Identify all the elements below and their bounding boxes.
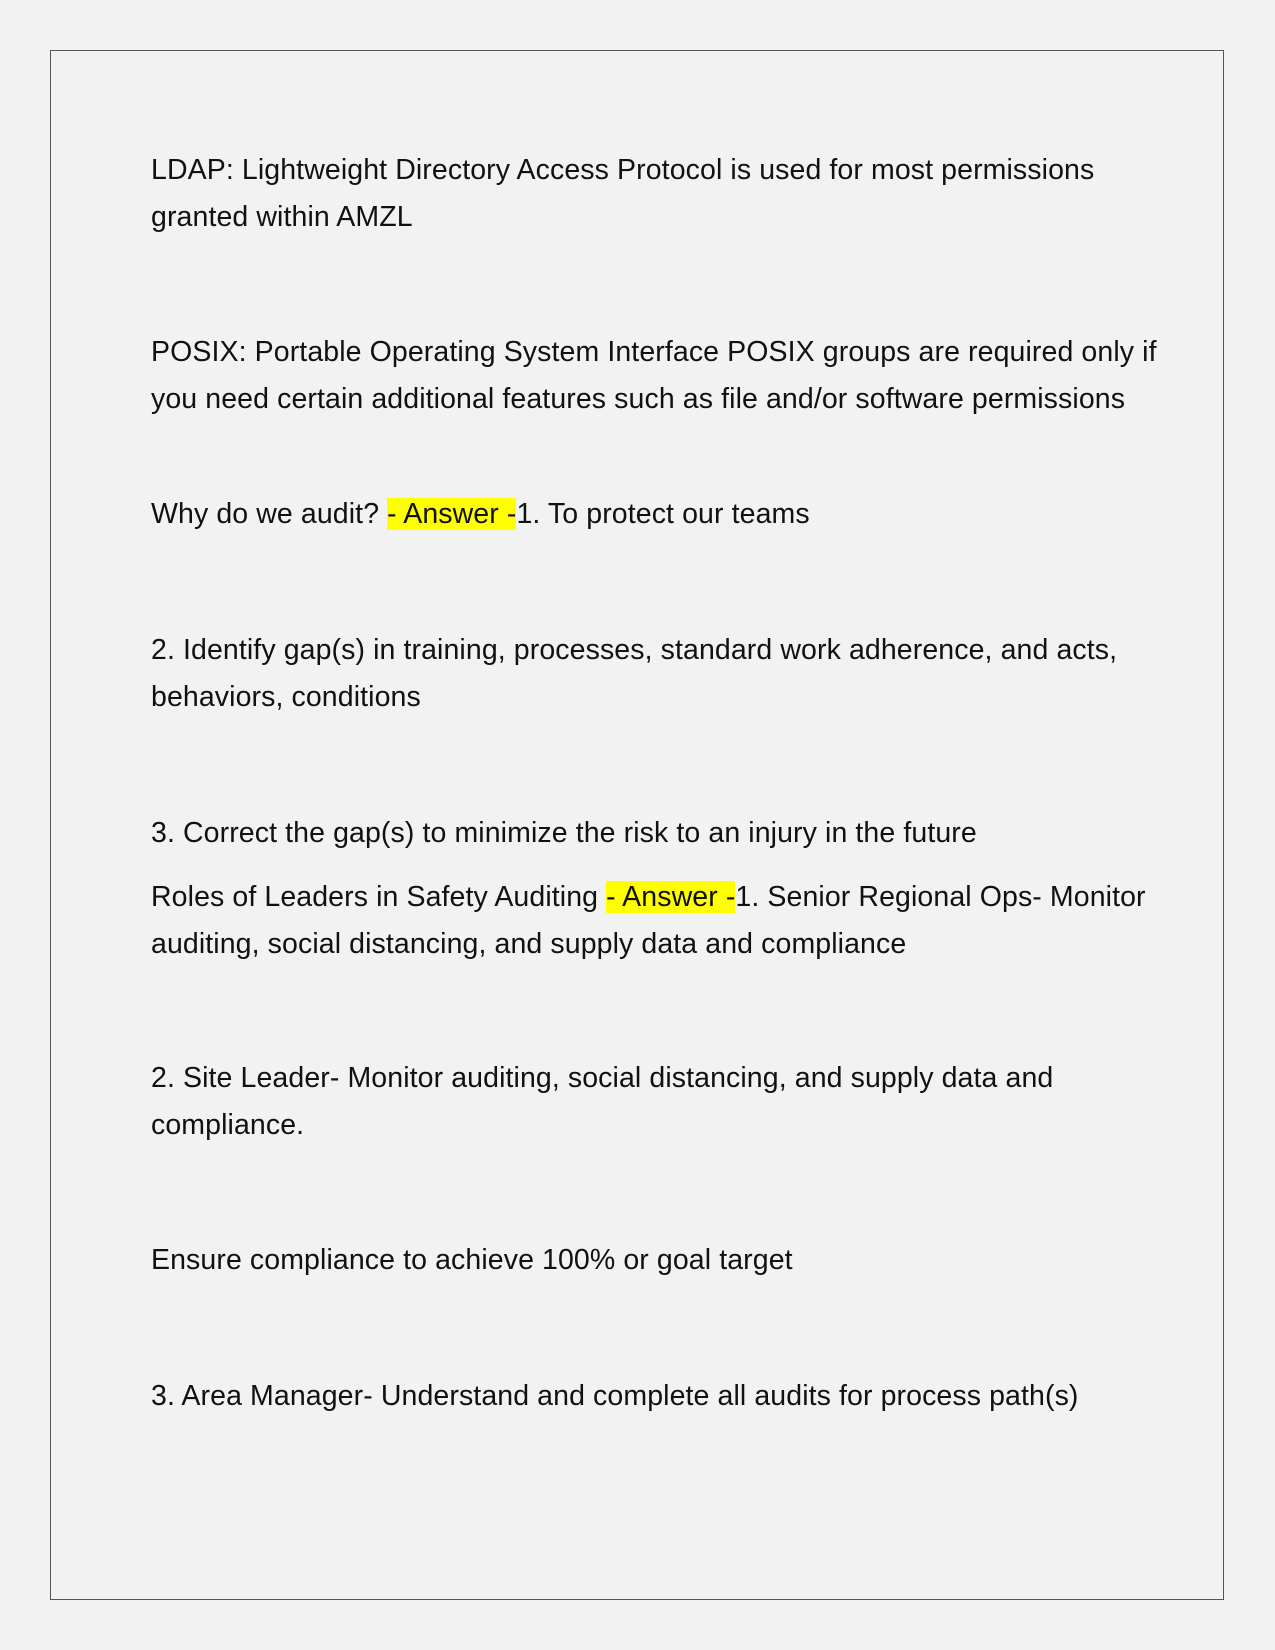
qa-roles-of-leaders [151,874,1161,968]
paragraph-identify-gaps: 2. Identify gap(s) in training, processes, standard work adherence, and acts, behaviors, conditions [151,634,1118,713]
answer-text: 1. To protect our teams [516,498,810,530]
paragraph-posix: POSIX: Portable Operating System Interface POSIX groups are required only if you need certain additional features such as file and/or software permissions [151,336,1157,415]
answer-text: 1. Senior Regional Ops- Monitor auditing, social distancing, and supply data and compliance [151,881,1146,960]
answer-marker-highlight: - Answer - [606,881,736,913]
answer-marker-highlight: - Answer - [387,498,517,530]
question-text: Roles of Leaders in Safety Auditing [151,881,607,913]
qa-why-audit [151,491,1161,538]
paragraph-area-manager: 3. Area Manager- Understand and complete all audits for process path(s) [151,1380,1079,1412]
paragraph-correct-gaps: 3. Correct the gap(s) to minimize the risk to an injury in the future [151,817,977,849]
paragraph-ensure-compliance: Ensure compliance to achieve 100% or goal target [151,1244,793,1276]
question-text: Why do we audit? [151,498,388,530]
paragraph-ldap: LDAP: Lightweight Directory Access Protocol is used for most permissions granted within AMZL [151,154,1095,233]
paragraph-site-leader: 2. Site Leader- Monitor auditing, social distancing, and supply data and compliance. [151,1062,1054,1141]
